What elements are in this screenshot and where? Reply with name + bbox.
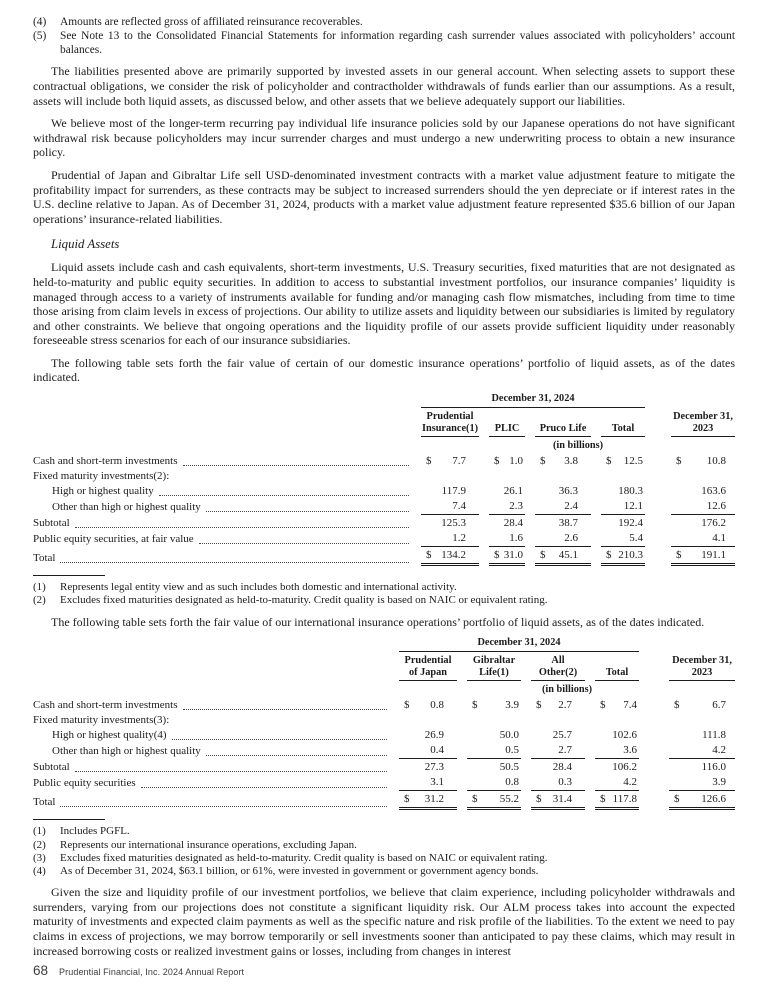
row-label-text: Cash and short-term investments [33, 455, 178, 468]
row-label [33, 760, 389, 775]
cell-value: 2.7 [558, 699, 572, 712]
table-cell [489, 499, 525, 515]
table-cell [467, 728, 521, 743]
table-row [33, 728, 735, 743]
row-label [33, 744, 389, 759]
cell-value: 117.8 [612, 793, 637, 806]
cell-value: 31.0 [503, 549, 523, 562]
column-header: December 31, 2023 [671, 411, 735, 437]
report-title: Prudential Financial, Inc. 2024 Annual Report [59, 967, 245, 977]
table-cell [595, 760, 639, 775]
table-row [33, 760, 735, 775]
row-label-text: Other than high or highest quality [52, 745, 201, 758]
paragraph-market-value-adjustment: Prudential of Japan and Gibraltar Life sell USD-denominated investment contracts with a market value adjustment feature to mitigate the profitability impact for surrenders, as these contracts may be subject to increased surrenders should the yen depreciate or if interest rates in the U.S. decline relative to Japan. As of December 31, 2024, products with a market value adjustment feature represented $35.6 billion of our Japan operations’ insurance-related liabilities. [33, 167, 735, 226]
footnote-text: Represents our international insurance operations, excluding Japan. [60, 838, 357, 851]
table-column-header-row [33, 411, 735, 437]
cell-value: 1.6 [509, 532, 523, 545]
footnote-text: Excludes fixed maturities designated as held-to-maturity. Credit quality is based on NAIC or equivalent rating. [60, 594, 548, 607]
table-units-row [33, 681, 735, 698]
page-number: 68 [33, 963, 49, 978]
cell-value: 126.6 [701, 793, 726, 806]
table-cell [399, 743, 457, 759]
table-cell [467, 792, 521, 810]
cell-value: 0.4 [430, 744, 444, 757]
footnote-marker: (1) [33, 825, 46, 838]
cell-value: 12.5 [623, 455, 643, 468]
table-cell [421, 516, 479, 531]
dot-leader [206, 511, 409, 512]
table-cell [531, 792, 585, 810]
cell-value: 0.8 [430, 699, 444, 712]
footnote-text: See Note 13 to the Consolidated Financial Statements for information regarding cash surrender values associated with policyholders’ account balances. [60, 29, 735, 56]
footnote-marker: (4) [33, 16, 47, 28]
table-cell [531, 775, 585, 791]
table-cell [595, 792, 639, 810]
row-label-text: Total [33, 796, 56, 809]
table-cell [671, 548, 735, 566]
table-cell [601, 499, 645, 515]
cell-value: 6.7 [712, 699, 726, 712]
footnote-marker: (3) [33, 851, 46, 864]
currency-symbol: $ [606, 549, 612, 562]
table-cell [399, 698, 457, 713]
cell-value: 4.2 [712, 744, 726, 757]
cell-value: 36.3 [558, 485, 578, 498]
table-cell [535, 516, 591, 531]
cell-value: 163.6 [701, 485, 726, 498]
cell-value: 1.2 [452, 532, 466, 545]
international-table-footnotes [33, 825, 735, 878]
cell-value: 111.8 [702, 729, 726, 742]
paragraph-liquid-assets-intro: Liquid assets include cash and cash equivalents, short-term investments, U.S. Treasury securities, fixed maturities that are not designated as held-to-maturity and public equity securities. In addition to access to substantial investment portfolios, our insurance companies’ liquidity is managed through access to a variety of instruments available for funding and/or managing cash flow mismatches, including from time to time those arising from claim levels in excess of projections. Our ability to utilize assets and liquidity between our subsidiaries is limited by regulatory and other constraints. We believe that ongoing operations and the liquidity profile of our assets provide sufficient liquidity under reasonably foreseeable stress scenarios for each of our insurance subsidiaries. [33, 260, 735, 348]
currency-symbol: $ [540, 549, 546, 562]
group-header-2024: December 31, 2024 [399, 637, 639, 652]
cell-value: 125.3 [441, 517, 466, 530]
table-cell [421, 484, 479, 499]
table-cell [489, 516, 525, 531]
table-row [33, 698, 735, 713]
cell-value: 2.4 [564, 500, 578, 513]
table-cell [669, 792, 735, 810]
footnote-divider [33, 819, 105, 820]
footnote-item [33, 852, 735, 865]
table-cell [535, 531, 591, 547]
footnote-marker: (5) [33, 29, 47, 42]
footnote-item [33, 865, 735, 878]
currency-symbol: $ [674, 699, 680, 712]
table-cell [531, 760, 585, 775]
column-header: December 31, 2023 [669, 655, 735, 681]
dot-leader [60, 562, 409, 563]
table-cell [601, 484, 645, 499]
table-row [33, 775, 735, 791]
table-cell [671, 454, 735, 469]
table-cell [489, 548, 525, 566]
currency-symbol: $ [404, 699, 410, 712]
row-label [33, 728, 389, 743]
row-label-text: Cash and short-term investments [33, 699, 178, 712]
table-cell [531, 728, 585, 743]
international-liquid-assets-table [33, 637, 735, 810]
footnote-item [33, 581, 735, 594]
table-cell [601, 548, 645, 566]
dot-leader [199, 543, 409, 544]
currency-symbol: $ [674, 793, 680, 806]
currency-symbol: $ [494, 455, 500, 468]
cell-value: 31.2 [424, 793, 444, 806]
cell-value: 7.7 [452, 455, 466, 468]
table-cell [601, 516, 645, 531]
cell-value: 28.4 [552, 761, 572, 774]
row-label [33, 713, 389, 728]
dot-leader [75, 527, 409, 528]
cell-value: 191.1 [701, 549, 726, 562]
domestic-table-footnotes [33, 581, 735, 607]
table-total-row [33, 548, 735, 566]
row-label [33, 484, 411, 499]
footnote-text: Amounts are reflected gross of affiliated reinsurance recoverables. [60, 16, 363, 28]
column-header: Pruco Life [535, 423, 591, 438]
cell-value: 2.6 [564, 532, 578, 545]
cell-value: 1.0 [509, 455, 523, 468]
currency-symbol: $ [540, 455, 546, 468]
row-label-text: High or highest quality [52, 485, 154, 498]
domestic-liquid-assets-table [33, 393, 735, 566]
cell-value: 134.2 [441, 549, 466, 562]
row-label-text: High or highest quality(4) [52, 729, 167, 742]
units-note: (in billions) [552, 440, 604, 452]
footnote-item [33, 825, 735, 838]
table-cell [671, 531, 735, 547]
cell-value: 55.2 [499, 793, 519, 806]
cell-value: 50.5 [499, 761, 519, 774]
row-label [33, 698, 389, 713]
table-cell [531, 698, 585, 713]
paragraph-domestic-table-intro: The following table sets forth the fair value of certain of our domestic insurance operations’ portfolio of liquid assets, as of the dates indicated. [33, 355, 735, 385]
table-row [33, 531, 735, 547]
row-label-text: Public equity securities, at fair value [33, 533, 194, 546]
cell-value: 5.4 [629, 532, 643, 545]
footnote-text: Includes PGFL. [60, 825, 130, 838]
paragraph-liabilities-support: The liabilities presented above are primarily supported by invested assets in our general account. When selecting assets to support these contractual obligations, we consider the risk of policyholder and contractholder withdrawals of funds earlier than our assumptions. As a result, assets will include both liquid assets, as discussed below, and other assets that we believe adequately support our liabilities. [33, 64, 735, 108]
table-total-row [33, 792, 735, 810]
table-cell [489, 531, 525, 547]
units-note: (in billions) [541, 684, 593, 696]
cell-value: 3.6 [623, 744, 637, 757]
cell-value: 176.2 [701, 517, 726, 530]
row-label-text: Fixed maturity investments(2): [33, 470, 170, 483]
currency-symbol: $ [426, 455, 432, 468]
table-group-header-row [33, 637, 735, 655]
cell-value: 7.4 [452, 500, 466, 513]
table-cell [669, 698, 735, 713]
footnote-item [33, 16, 735, 30]
footnote-marker: (2) [33, 594, 46, 607]
cell-value: 12.1 [623, 500, 643, 513]
column-header: Gibraltar Life(1) [467, 655, 521, 681]
table-cell [535, 484, 591, 499]
currency-symbol: $ [494, 549, 500, 562]
cell-value: 3.8 [564, 455, 578, 468]
row-label [33, 469, 411, 484]
dot-leader [183, 465, 409, 466]
table-cell [421, 499, 479, 515]
currency-symbol: $ [536, 793, 542, 806]
table-cell [669, 728, 735, 743]
section-heading: Liquid Assets [51, 237, 120, 252]
row-label-text: Public equity securities [33, 777, 136, 790]
footnote-text: As of December 31, 2024, $63.1 billion, or 61%, were invested in government or government agency bonds. [60, 865, 539, 878]
table-cell [467, 698, 521, 713]
footnote-text: Represents legal entity view and as such includes both domestic and international activity. [60, 581, 457, 594]
row-label-text: Total [33, 552, 56, 565]
row-label [33, 551, 411, 566]
top-footnote-list [33, 16, 735, 57]
table-cell [595, 728, 639, 743]
table-row [33, 454, 735, 469]
row-label-text: Fixed maturity investments(3): [33, 714, 170, 727]
table-cell [671, 499, 735, 515]
column-header: All Other(2) [531, 655, 585, 681]
cell-value: 2.7 [558, 744, 572, 757]
table-row [33, 499, 735, 515]
table-cell [601, 454, 645, 469]
footnote-marker: (2) [33, 838, 46, 851]
table-cell [421, 548, 479, 566]
dot-leader [172, 739, 387, 740]
currency-symbol: $ [600, 793, 606, 806]
cell-value: 3.9 [712, 776, 726, 789]
cell-value: 102.6 [612, 729, 637, 742]
table-cell [669, 743, 735, 759]
table-row [33, 469, 735, 484]
row-label [33, 516, 411, 531]
table-row [33, 743, 735, 759]
cell-value: 117.9 [441, 485, 466, 498]
currency-symbol: $ [472, 699, 478, 712]
table-cell [595, 743, 639, 759]
cell-value: 3.1 [430, 776, 444, 789]
column-header: Total [601, 423, 645, 438]
table-cell [671, 484, 735, 499]
cell-value: 12.6 [706, 500, 726, 513]
cell-value: 3.9 [505, 699, 519, 712]
cell-value: 210.3 [618, 549, 643, 562]
paragraph-international-table-intro: The following table sets forth the fair value of our international insurance operations’ portfolio of liquid assets, as of the dates indicated. [51, 614, 705, 629]
table-cell [669, 775, 735, 791]
cell-value: 192.4 [618, 517, 643, 530]
table-cell [669, 760, 735, 775]
table-cell [421, 454, 479, 469]
column-header: Total [595, 667, 639, 682]
currency-symbol: $ [536, 699, 542, 712]
table-cell [489, 454, 525, 469]
table-cell [531, 743, 585, 759]
cell-value: 0.8 [505, 776, 519, 789]
table-cell [535, 499, 591, 515]
table-cell [595, 698, 639, 713]
cell-value: 31.4 [552, 793, 572, 806]
table-cell [399, 760, 457, 775]
currency-symbol: $ [676, 455, 682, 468]
table-units-row [33, 437, 735, 454]
table-cell [467, 743, 521, 759]
table-row [33, 713, 735, 728]
paragraph-japan-withdrawal: We believe most of the longer-term recurring pay individual life insurance policies sold by our Japanese operations do not have significant withdrawal risk because policyholders may incur surrender charges and must undergo a new underwriting process to obtain a new insurance policy. [33, 116, 735, 160]
cell-value: 50.0 [499, 729, 519, 742]
table-cell [595, 775, 639, 791]
row-label-text: Other than high or highest quality [52, 501, 201, 514]
currency-symbol: $ [606, 455, 612, 468]
footnote-item [33, 839, 735, 852]
row-label [33, 454, 411, 469]
currency-symbol: $ [600, 699, 606, 712]
table-cell [399, 792, 457, 810]
row-label-text: Subtotal [33, 517, 70, 530]
row-label [33, 776, 389, 791]
row-label [33, 795, 389, 810]
dot-leader [60, 806, 387, 807]
dot-leader [206, 755, 387, 756]
table-cell [601, 531, 645, 547]
table-row [33, 516, 735, 531]
paragraph-claims-liquidity: Given the size and liquidity profile of our investment portfolios, we believe that claim experience, including policyholder withdrawals and surrenders, varying from our projections does not constitute a significant liquidity risk. Our ALM process takes into account the expected maturity of investments and expected claim payments as well as the specific nature and risk profile of the liabilities. To the extent we need to pay claims in excess of projections, we may borrow temporarily or sell investments sooner than anticipated to pay these claims, which may result in increased borrowing costs or realized investment gains or losses, including from changes in interest [33, 885, 735, 958]
column-header: Prudential of Japan [399, 655, 457, 681]
cell-value: 106.2 [612, 761, 637, 774]
table-row [33, 484, 735, 499]
cell-value: 2.3 [509, 500, 523, 513]
table-cell [535, 548, 591, 566]
dot-leader [141, 787, 387, 788]
page-footer [33, 963, 244, 978]
cell-value: 28.4 [503, 517, 523, 530]
cell-value: 0.5 [505, 744, 519, 757]
cell-value: 45.1 [558, 549, 578, 562]
table-cell [535, 454, 591, 469]
dot-leader [75, 771, 387, 772]
currency-symbol: $ [676, 549, 682, 562]
cell-value: 10.8 [706, 455, 726, 468]
cell-value: 116.0 [701, 761, 726, 774]
cell-value: 38.7 [558, 517, 578, 530]
dot-leader [183, 709, 387, 710]
footnote-divider [33, 575, 105, 576]
row-label [33, 532, 411, 547]
footnote-text: Excludes fixed maturities designated as held-to-maturity. Credit quality is based on NAIC or equivalent rating. [60, 851, 548, 864]
cell-value: 4.2 [623, 776, 637, 789]
table-column-header-row [33, 655, 735, 681]
group-header-2024: December 31, 2024 [421, 393, 645, 408]
currency-symbol: $ [472, 793, 478, 806]
cell-value: 26.1 [503, 485, 523, 498]
currency-symbol: $ [404, 793, 410, 806]
table-cell [399, 728, 457, 743]
footnote-marker: (4) [33, 865, 46, 878]
table-cell [671, 516, 735, 531]
footnote-item [33, 594, 735, 607]
column-header: PLIC [489, 423, 525, 438]
table-cell [467, 775, 521, 791]
footnote-marker: (1) [33, 581, 46, 594]
currency-symbol: $ [426, 549, 432, 562]
cell-value: 7.4 [623, 699, 637, 712]
table-cell [399, 775, 457, 791]
cell-value: 0.3 [558, 776, 572, 789]
table-cell [467, 760, 521, 775]
column-header: Prudential Insurance(1) [421, 411, 479, 437]
cell-value: 26.9 [424, 729, 444, 742]
table-cell [489, 484, 525, 499]
row-label-text: Subtotal [33, 761, 70, 774]
dot-leader [159, 495, 409, 496]
cell-value: 4.1 [712, 532, 726, 545]
footnote-item [33, 30, 735, 58]
cell-value: 180.3 [618, 485, 643, 498]
table-cell [421, 531, 479, 547]
cell-value: 25.7 [552, 729, 572, 742]
row-label [33, 500, 411, 515]
cell-value: 27.3 [424, 761, 444, 774]
table-group-header-row [33, 393, 735, 411]
